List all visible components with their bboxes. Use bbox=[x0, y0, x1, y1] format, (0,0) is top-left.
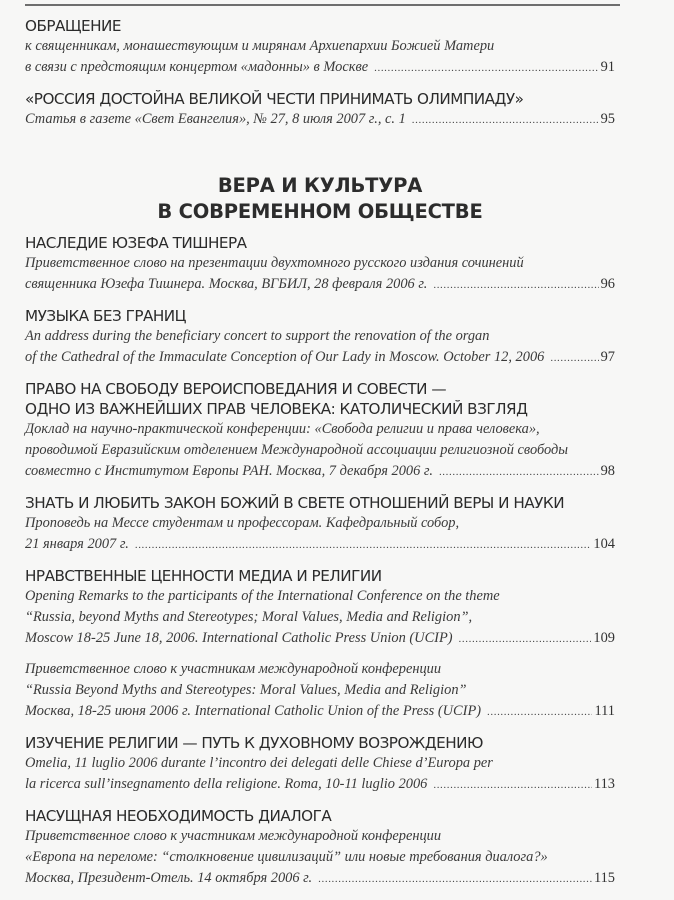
description-line: of the Cathedral of the Immaculate Conception of Our Lady in Moscow. October 12, 2006 bbox=[25, 349, 545, 365]
page-number[interactable]: 96 bbox=[600, 276, 615, 292]
description-line: 21 января 2007 г. bbox=[25, 536, 129, 552]
dot-leader bbox=[439, 461, 599, 483]
entry-description bbox=[25, 753, 615, 796]
entry-title: ЗНАТЬ И ЛЮБИТЬ ЗАКОН БОЖИЙ В СВЕТЕ ОТНОШЕНИЙ ВЕРЫ И НАУКИ bbox=[25, 494, 565, 512]
page-number[interactable]: 98 bbox=[600, 463, 615, 479]
entry-description bbox=[25, 253, 615, 296]
toc-page bbox=[25, 16, 615, 900]
description-line: Москва, 18-25 июня 2006 г. International Catholic Union of the Press (UCIP) bbox=[25, 703, 482, 719]
dot-leader bbox=[135, 534, 592, 556]
page-number[interactable]: 109 bbox=[593, 630, 615, 646]
description-line: совместно с Институтом Европы РАН. Москва, 7 декабря 2006 г. bbox=[25, 463, 433, 479]
description-line: священника Юзефа Тишнера. Москва, ВГБИЛ, 28 февраля 2006 г. bbox=[25, 276, 428, 292]
leader-line bbox=[25, 57, 615, 79]
toc-entry bbox=[25, 16, 615, 79]
page-number[interactable]: 113 bbox=[593, 776, 615, 792]
entry-title: ОДНО ИЗ ВАЖНЕЙШИХ ПРАВ ЧЕЛОВЕКА: КАТОЛИЧЕСКИЙ ВЗГЛЯД bbox=[25, 400, 528, 418]
leader-line bbox=[25, 461, 615, 483]
description-line: Приветственное слово к участникам международной конференции bbox=[25, 828, 442, 844]
leader-line bbox=[25, 628, 615, 650]
header-rule bbox=[25, 4, 620, 6]
description-line: Приветственное слово на презентации двухтомного русского издания сочинений bbox=[25, 255, 524, 271]
toc-entry bbox=[25, 89, 615, 131]
description-line: Opening Remarks to the participants of the International Conference on the theme bbox=[25, 588, 500, 604]
section-heading-line: ВЕРА И КУЛЬТУРА bbox=[217, 174, 423, 197]
entry-description bbox=[25, 513, 615, 556]
leader-line bbox=[25, 274, 615, 296]
description-line: An address during the beneficiary concert to support the renovation of the organ bbox=[25, 328, 490, 344]
entry-description bbox=[25, 586, 615, 650]
entry-title: ИЗУЧЕНИЕ РЕЛИГИИ — ПУТЬ К ДУХОВНОМУ ВОЗРОЖДЕНИЮ bbox=[25, 734, 483, 752]
description-line: Москва, Президент-Отель. 14 октября 2006 г. bbox=[25, 870, 313, 886]
description-line: в связи с предстоящим концертом «мадонны» в Москве bbox=[25, 59, 369, 75]
section-heading-line: В СОВРЕМЕННОМ ОБЩЕСТВЕ bbox=[157, 200, 483, 223]
leader-line bbox=[25, 534, 615, 556]
description-line: Moscow 18-25 June 18, 2006. International Catholic Press Union (UCIP) bbox=[25, 630, 453, 646]
description-line: Приветственное слово к участникам международной конференции bbox=[25, 661, 442, 677]
dot-leader bbox=[487, 701, 592, 723]
leader-line bbox=[25, 109, 615, 131]
dot-leader bbox=[433, 274, 598, 296]
leader-line bbox=[25, 868, 615, 890]
leader-line bbox=[25, 701, 615, 723]
page-number[interactable]: 104 bbox=[593, 536, 615, 552]
dot-leader bbox=[550, 347, 598, 369]
description-line: проводимой Евразийским отделением Международной ассоциации религиозной свободы bbox=[25, 442, 569, 458]
description-line: la ricerca sull’insegnamento della religione. Roma, 10-11 luglio 2006 bbox=[25, 776, 428, 792]
description-line: Доклад на научно-практической конференции: «Свобода религии и права человека», bbox=[25, 421, 540, 437]
toc-entry bbox=[25, 806, 615, 890]
page-number[interactable]: 115 bbox=[593, 870, 615, 886]
description-line: “Russia Beyond Myths and Stereotypes: Moral Values, Media and Religion” bbox=[25, 682, 467, 698]
entry-title: МУЗЫКА БЕЗ ГРАНИЦ bbox=[25, 307, 186, 325]
description-line: Проповедь на Мессе студентам и профессорам. Кафедральный собор, bbox=[25, 515, 460, 531]
entry-description bbox=[25, 419, 615, 483]
description-line: Статья в газете «Свет Евангелия», № 27, 8 июля 2007 г., с. 1 bbox=[25, 111, 406, 127]
entry-title: ПРАВО НА СВОБОДУ ВЕРОИСПОВЕДАНИЯ И СОВЕСТИ — bbox=[25, 380, 447, 398]
entry-title: «РОССИЯ ДОСТОЙНА ВЕЛИКОЙ ЧЕСТИ ПРИНИМАТЬ ОЛИМПИАДУ» bbox=[25, 90, 524, 108]
toc-entry bbox=[25, 493, 615, 556]
section-heading bbox=[25, 173, 615, 225]
entry-title: НАСУЩНАЯ НЕОБХОДИМОСТЬ ДИАЛОГА bbox=[25, 807, 332, 825]
toc-entry bbox=[25, 306, 615, 369]
dot-leader bbox=[459, 628, 592, 650]
entry-title: НРАВСТВЕННЫЕ ЦЕННОСТИ МЕДИА И РЕЛИГИИ bbox=[25, 567, 382, 585]
toc-entry bbox=[25, 379, 615, 483]
entry-title: ОБРАЩЕНИЕ bbox=[25, 17, 122, 35]
dot-leader bbox=[412, 109, 599, 131]
toc-entry bbox=[25, 233, 615, 296]
entry-description bbox=[25, 826, 615, 890]
toc-entry bbox=[25, 566, 615, 723]
description-line: “Russia, beyond Myths and Stereotypes; Moral Values, Media and Religion”, bbox=[25, 609, 473, 625]
page-number[interactable]: 97 bbox=[600, 349, 615, 365]
page-number[interactable]: 91 bbox=[600, 59, 615, 75]
leader-line bbox=[25, 347, 615, 369]
dot-leader bbox=[433, 774, 592, 796]
dot-leader bbox=[318, 868, 592, 890]
page-number[interactable]: 95 bbox=[600, 111, 615, 127]
dot-leader bbox=[374, 57, 598, 79]
leader-line bbox=[25, 774, 615, 796]
description-line: к священникам, монашествующим и мирянам Архиепархии Божией Матери bbox=[25, 38, 495, 54]
entry-description bbox=[25, 659, 615, 723]
entry-description bbox=[25, 326, 615, 369]
toc-entry bbox=[25, 733, 615, 796]
entry-description bbox=[25, 36, 615, 79]
description-line: «Европа на переломе: “столкновение цивилизаций” или новые требования диалога?» bbox=[25, 849, 548, 865]
entry-description bbox=[25, 109, 615, 131]
entry-title: НАСЛЕДИЕ ЮЗЕФА ТИШНЕРА bbox=[25, 234, 247, 252]
description-line: Omelia, 11 luglio 2006 durante l’incontro dei delegati delle Chiese d’Europa per bbox=[25, 755, 493, 771]
page-number[interactable]: 111 bbox=[594, 703, 615, 719]
